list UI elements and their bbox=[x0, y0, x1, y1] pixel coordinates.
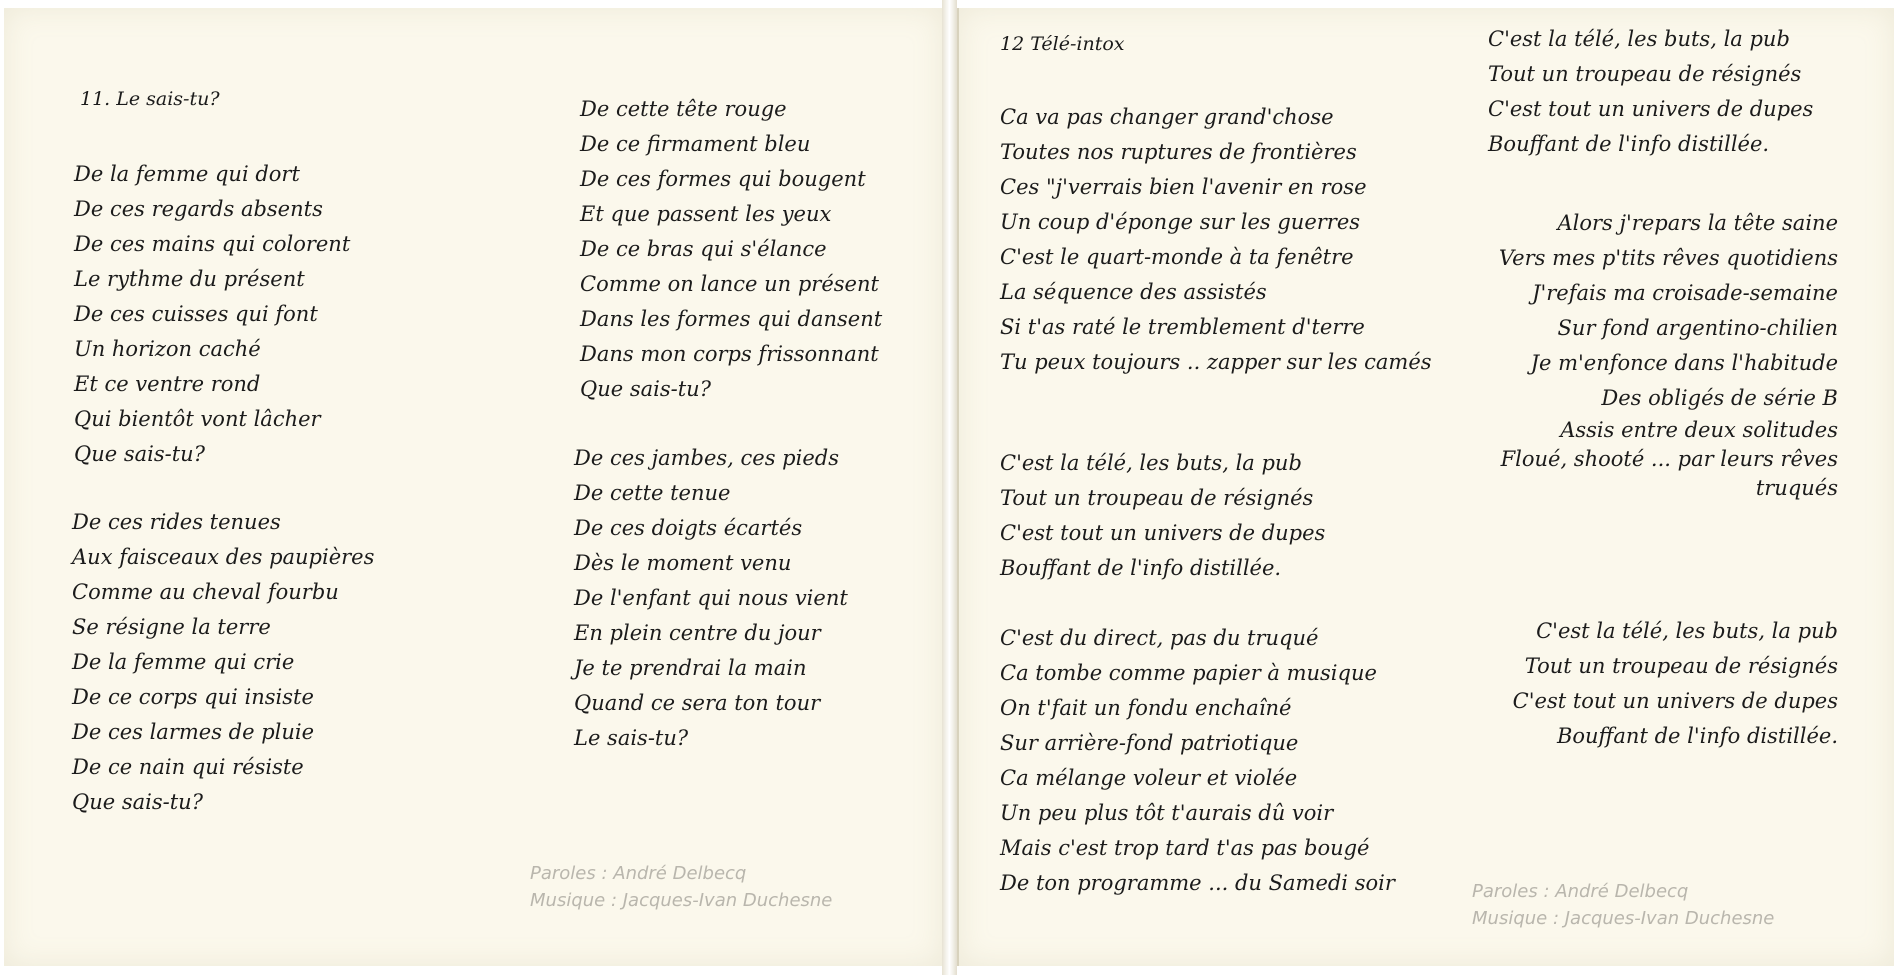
lyric-line: Tout un troupeau de résignés bbox=[1488, 62, 1802, 86]
lyric-line: C'est tout un univers de dupes bbox=[1488, 97, 1814, 121]
lyric-line: C'est la télé, les buts, la pub bbox=[1000, 451, 1302, 475]
song12-col1-stanza2 bbox=[1000, 446, 1325, 586]
lyric-line: Que sais-tu? bbox=[580, 377, 711, 401]
lyric-line: On t'fait un fondu enchaîné bbox=[1000, 696, 1292, 720]
lyric-line: Assis entre deux solitudes bbox=[1560, 418, 1838, 442]
lyric-line: C'est la télé, les buts, la pub bbox=[1536, 619, 1838, 643]
lyric-line: De ces formes qui bougent bbox=[580, 167, 866, 191]
song12-col1-stanza1 bbox=[1000, 100, 1432, 380]
song11-col2-stanza1 bbox=[580, 92, 882, 407]
lyric-line: Qui bientôt vont lâcher bbox=[74, 407, 321, 431]
lyric-line: De ce nain qui résiste bbox=[72, 755, 304, 779]
song11-title: 11. Le sais-tu? bbox=[80, 88, 220, 110]
lyric-line: De cette tête rouge bbox=[580, 97, 787, 121]
lyric-line: Que sais-tu? bbox=[72, 790, 203, 814]
song12-col2-stanza1 bbox=[1488, 22, 1813, 162]
lyric-line: Dès le moment venu bbox=[574, 551, 792, 575]
song12-title-block bbox=[1000, 33, 1125, 55]
lyric-line: Et ce ventre rond bbox=[74, 372, 261, 396]
lyric-line: La séquence des assistés bbox=[1000, 280, 1267, 304]
lyric-line: Bouffant de l'info distillée. bbox=[1488, 132, 1770, 156]
song11-col1-stanza1 bbox=[74, 157, 350, 472]
lyric-line: De ces doigts écartés bbox=[574, 516, 803, 540]
lyric-line: Un coup d'éponge sur les guerres bbox=[1000, 210, 1361, 234]
lyric-line: Le rythme du présent bbox=[74, 267, 305, 291]
page-gutter bbox=[942, 0, 957, 975]
lyric-line: Ces "j'verrais bien l'avenir en rose bbox=[1000, 175, 1367, 199]
song11-title-block bbox=[80, 88, 220, 110]
lyric-line: De ce firmament bleu bbox=[580, 132, 811, 156]
lyric-line: De ces regards absents bbox=[74, 197, 323, 221]
lyric-line: Tout un troupeau de résignés bbox=[1000, 486, 1314, 510]
lyric-line: De ce bras qui s'élance bbox=[580, 237, 827, 261]
lyric-line: Et que passent les yeux bbox=[580, 202, 832, 226]
lyric-line: Dans mon corps frissonnant bbox=[580, 342, 879, 366]
lyric-line: C'est du direct, pas du truqué bbox=[1000, 626, 1319, 650]
lyric-line: Comme on lance un présent bbox=[580, 272, 879, 296]
lyric-line: Ca va pas changer grand'chose bbox=[1000, 105, 1334, 129]
lyric-line: Floué, shooté ... par leurs rêves bbox=[1500, 447, 1838, 471]
lyric-line: truqués bbox=[1755, 476, 1838, 500]
lyric-line: Un horizon caché bbox=[74, 337, 261, 361]
lyric-line: Ca mélange voleur et violée bbox=[1000, 766, 1298, 790]
lyric-line: Toutes nos ruptures de frontières bbox=[1000, 140, 1357, 164]
lyric-line: Dans les formes qui dansent bbox=[580, 307, 883, 331]
lyric-line: De la femme qui crie bbox=[72, 650, 295, 674]
song12-lyrics-credit: Paroles : André Delbecq bbox=[1472, 881, 1689, 902]
song12-music-credit: Musique : Jacques-Ivan Duchesne bbox=[1472, 908, 1775, 929]
lyric-line: Sur arrière-fond patriotique bbox=[1000, 731, 1299, 755]
lyric-line: Bouffant de l'info distillée. bbox=[1000, 556, 1282, 580]
lyric-line: De ce corps qui insiste bbox=[72, 685, 314, 709]
lyric-line: Alors j'repars la tête saine bbox=[1557, 211, 1838, 235]
lyric-line: Des obligés de série B bbox=[1601, 386, 1838, 410]
lyric-line: Aux faisceaux des paupières bbox=[72, 545, 375, 569]
lyric-line: Si t'as raté le tremblement d'terre bbox=[1000, 315, 1365, 339]
lyric-line: Quand ce sera ton tour bbox=[574, 691, 821, 715]
lyric-line: De ces cuisses qui font bbox=[74, 302, 318, 326]
lyric-line: De ces rides tenues bbox=[72, 510, 281, 534]
lyric-line: C'est tout un univers de dupes bbox=[1000, 521, 1326, 545]
lyric-line: Tu peux toujours .. zapper sur les camés bbox=[1000, 350, 1432, 374]
lyric-line: C'est tout un univers de dupes bbox=[1512, 689, 1838, 713]
lyric-line: Le sais-tu? bbox=[574, 726, 689, 750]
lyric-line: Je te prendrai la main bbox=[574, 656, 807, 680]
lyric-line: Ca tombe comme papier à musique bbox=[1000, 661, 1377, 685]
lyric-line: En plein centre du jour bbox=[574, 621, 821, 645]
lyric-line: De ces larmes de pluie bbox=[72, 720, 315, 744]
lyric-line: Que sais-tu? bbox=[74, 442, 205, 466]
lyric-line: Je m'enfonce dans l'habitude bbox=[1530, 351, 1838, 375]
lyric-line: Bouffant de l'info distillée. bbox=[1556, 724, 1838, 748]
lyric-line: De ton programme ... du Samedi soir bbox=[1000, 871, 1395, 895]
lyric-line: De cette tenue bbox=[574, 481, 731, 505]
lyric-line: De ces jambes, ces pieds bbox=[574, 446, 839, 470]
lyric-line: Vers mes p'tits rêves quotidiens bbox=[1498, 246, 1838, 270]
song12-col2-stanza3 bbox=[1400, 614, 1838, 754]
song12-title: 12 Télé-intox bbox=[1000, 33, 1125, 55]
song12-credits bbox=[1472, 878, 1774, 932]
lyric-line: J'refais ma croisade-semaine bbox=[1532, 281, 1838, 305]
song11-credits bbox=[530, 860, 832, 914]
lyric-line: De ces mains qui colorent bbox=[74, 232, 351, 256]
song12-col2-stanza2 bbox=[1400, 206, 1838, 503]
lyric-line: Tout un troupeau de résignés bbox=[1524, 654, 1838, 678]
song11-music-credit: Musique : Jacques-Ivan Duchesne bbox=[530, 890, 833, 911]
song11-col1-stanza2 bbox=[72, 505, 374, 820]
lyric-line: De l'enfant qui nous vient bbox=[574, 586, 848, 610]
lyric-line: Mais c'est trop tard t'as pas bougé bbox=[1000, 836, 1370, 860]
song12-col1-stanza3 bbox=[1000, 621, 1395, 901]
song11-col2-stanza2 bbox=[574, 441, 848, 756]
lyric-line: Comme au cheval fourbu bbox=[72, 580, 339, 604]
lyric-line: Sur fond argentino-chilien bbox=[1557, 316, 1838, 340]
lyric-line: Un peu plus tôt t'aurais dû voir bbox=[1000, 801, 1334, 825]
lyric-line: Se résigne la terre bbox=[72, 615, 271, 639]
lyric-line: C'est la télé, les buts, la pub bbox=[1488, 27, 1790, 51]
song11-lyrics-credit: Paroles : André Delbecq bbox=[530, 863, 747, 884]
lyric-line: De la femme qui dort bbox=[74, 162, 300, 186]
lyric-line: C'est le quart-monde à ta fenêtre bbox=[1000, 245, 1354, 269]
